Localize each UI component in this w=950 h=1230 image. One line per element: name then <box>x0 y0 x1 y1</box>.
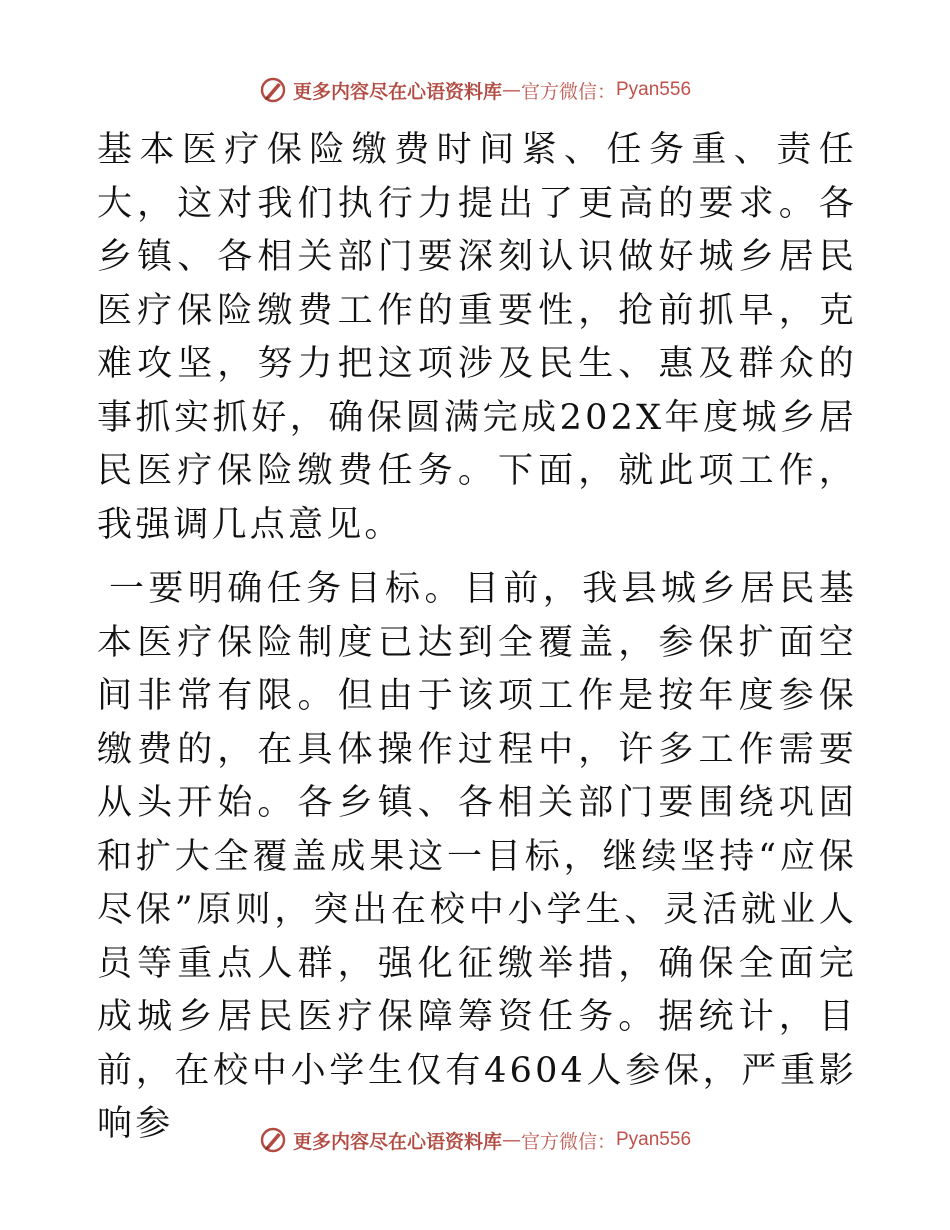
watermark-wechat-label: 官方微信： <box>520 1130 616 1153</box>
watermark-wechat-label: 官方微信： <box>520 80 616 103</box>
watermark-site-text: 更多内容尽在心语资料库 <box>292 80 502 103</box>
document-body <box>97 124 857 1152</box>
brush-pen-logo-icon <box>259 76 287 104</box>
watermark-dash: — <box>501 79 521 101</box>
watermark-site-text: 更多内容尽在心语资料库 <box>292 1130 502 1153</box>
paragraph-1: 基本医疗保险缴费时间紧、任务重、责任大，这对我们执行力提出了更高的要求。各乡镇、各相关部门要深刻认识做好城乡居民医疗保险缴费工作的重要性，抢前抓早，克难攻坚，努力把这项涉及民生、惠及群众的事抓实抓好，确保圆满完成202X年度城乡居民医疗保险缴费任务。下面，就此项工作，我强调几点意见。 <box>97 130 857 545</box>
watermark-account: Pyan556 <box>616 1129 692 1150</box>
footer-watermark <box>0 1120 950 1160</box>
header-watermark <box>0 70 950 110</box>
paragraph-2: 一要明确任务目标。目前，我县城乡居民基本医疗保险制度已达到全覆盖，参保扩面空间非常有限。但由于该项工作是按年度参保缴费的，在具体操作过程中，许多工作需要从头开始。各乡镇、各相关部门要围绕巩固和扩大全覆盖成果这一目标，继续坚持“应保尽保”原则，突出在校中小学生、灵活就业人员等重点人群，强化征缴举措，确保全面完成城乡居民医疗保障筹资任务。据统计，目前，在校中小学生仅有4604人参保，严重影响参 <box>97 569 857 1144</box>
watermark-dash: — <box>501 1129 521 1151</box>
watermark-account: Pyan556 <box>616 79 692 100</box>
brush-pen-logo-icon <box>259 1126 287 1154</box>
